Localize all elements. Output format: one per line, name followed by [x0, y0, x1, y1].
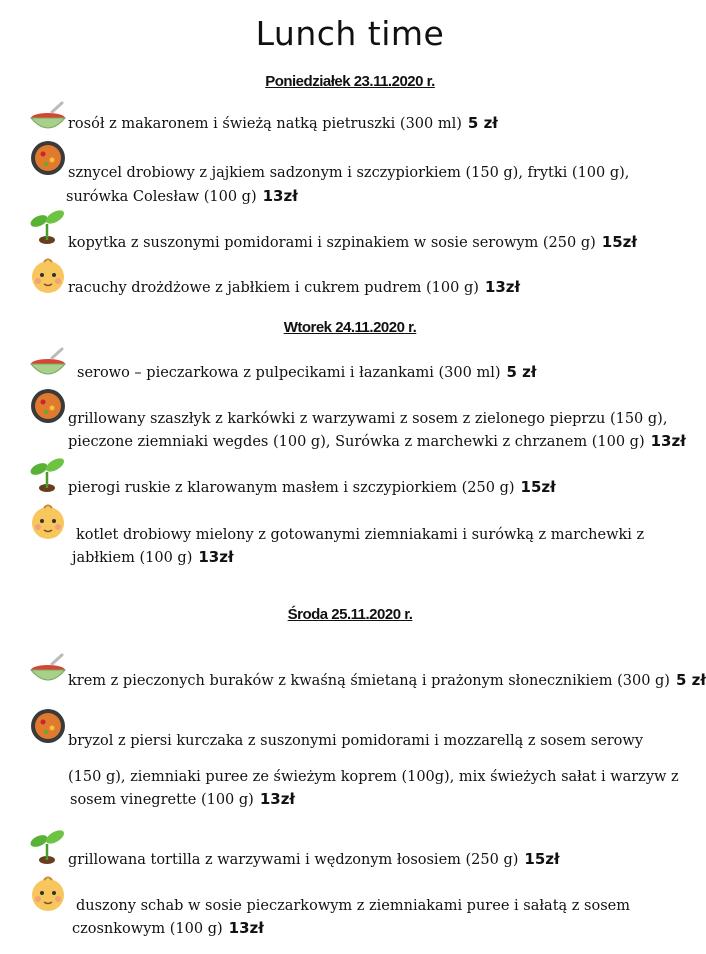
item-description-cont: pieczone ziemniaki wegdes (100 g), Surówka z marchewki z chrzanem (100 g): [68, 434, 645, 450]
item-price: 5 zł: [675, 671, 706, 689]
baby-face-icon: [28, 256, 68, 296]
baby-face-icon: [28, 874, 68, 914]
item-price: 5 zł: [467, 114, 498, 132]
soup-bowl-icon: [28, 100, 68, 140]
item-price: 13zł: [650, 432, 686, 450]
item-description: bryzol z piersi kurczaka z suszonymi pomidorami i mozzarellą z sosem serowy: [68, 733, 644, 749]
day-header-wednesday: Środa 25.11.2020 r.: [287, 606, 413, 623]
item-price: 13zł: [198, 548, 234, 566]
day-header-tuesday: Wtorek 24.11.2020 r.: [283, 319, 417, 336]
item-description: rosół z makaronem i świeżą natką pietruszki (300 ml): [68, 116, 462, 132]
item-description: krem z pieczonych buraków z kwaśną śmietaną i prażonym słonecznikiem (300 g): [68, 673, 670, 689]
soup-bowl-icon: [28, 652, 68, 692]
seedling-icon: [28, 454, 68, 494]
soup-bowl-icon: [28, 346, 68, 386]
item-description-cont: jabłkiem (100 g): [72, 550, 193, 566]
paella-pan-icon: [28, 138, 68, 178]
item-price: 5 zł: [506, 363, 537, 381]
baby-face-icon: [28, 502, 68, 542]
seedling-icon: [28, 826, 68, 866]
day-header-monday: Poniedziałek 23.11.2020 r.: [265, 73, 435, 90]
item-price: 13zł: [259, 790, 295, 808]
item-description-cont: (150 g), ziemniaki puree ze świeżym koprem (100g), mix świeżych sałat i warzyw z: [68, 769, 679, 785]
paella-pan-icon: [28, 386, 68, 426]
item-description: kotlet drobiowy mielony z gotowanymi ziemniakami i surówką z marchewki z: [76, 527, 645, 543]
paella-pan-icon: [28, 706, 68, 746]
item-description: kopytka z suszonymi pomidorami i szpinakiem w sosie serowym (250 g): [68, 235, 596, 251]
item-description-cont: surówka Colesław (100 g): [66, 189, 257, 205]
item-description: pierogi ruskie z klarowanym masłem i szczypiorkiem (250 g): [68, 480, 515, 496]
item-price: 15zł: [520, 478, 556, 496]
item-description: racuchy drożdżowe z jabłkiem i cukrem pudrem (100 g): [68, 280, 479, 296]
item-price: 13zł: [262, 187, 298, 205]
item-price: 15zł: [524, 850, 560, 868]
page-title: Lunch time: [255, 14, 445, 53]
item-description: grillowany szaszłyk z karkówki z warzywami z sosem z zielonego pieprzu (150 g),: [68, 411, 668, 427]
item-description-cont: sosem vinegrette (100 g): [70, 792, 254, 808]
item-description: grillowana tortilla z warzywami i wędzonym łososiem (250 g): [68, 852, 519, 868]
item-description: duszony schab w sosie pieczarkowym z ziemniakami puree i sałatą z sosem: [76, 898, 630, 914]
seedling-icon: [28, 206, 68, 246]
item-description-cont: czosnkowym (100 g): [72, 921, 223, 937]
item-price: 13zł: [228, 919, 264, 937]
item-price: 13zł: [484, 278, 521, 296]
item-price: 15zł: [601, 233, 637, 251]
item-description: serowo – pieczarkowa z pulpecikami i łazankami (300 ml): [77, 365, 501, 381]
item-description: sznycel drobiowy z jajkiem sadzonym i szczypiorkiem (150 g), frytki (100 g),: [68, 165, 630, 181]
